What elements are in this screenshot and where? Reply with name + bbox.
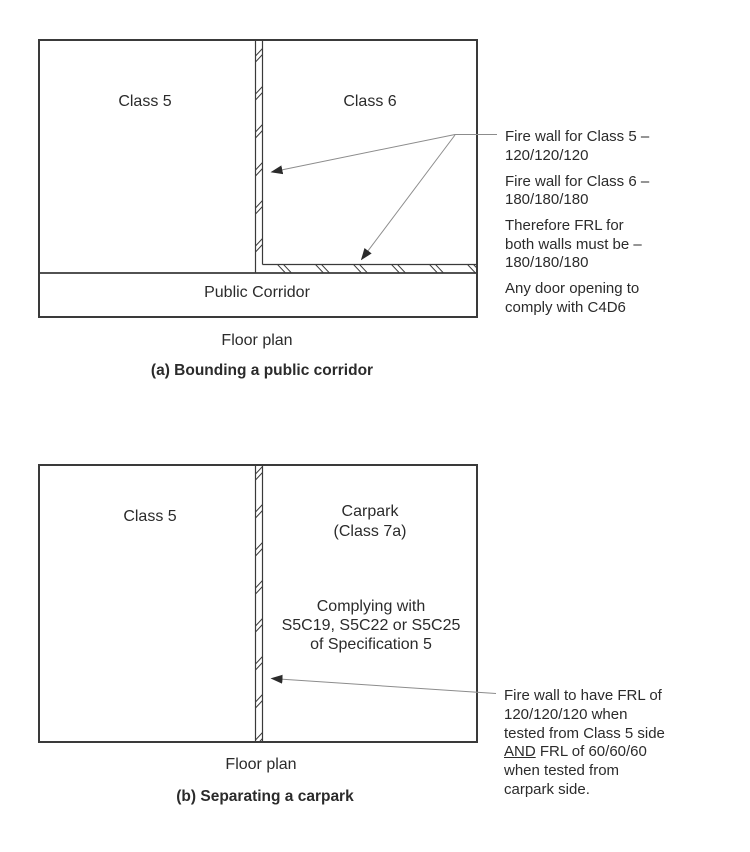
note-frl-class5: [505, 128, 685, 165]
note-door-opening: [505, 280, 685, 317]
leader-line-vertical-wall: [272, 135, 498, 173]
figure-a-caption: (a) Bounding a public corridor: [150, 362, 374, 379]
underlined-and: AND: [504, 743, 536, 761]
figure-b-annotation: [504, 687, 694, 800]
note-line: 180/180/180: [505, 191, 589, 208]
carpark-label-line: (Class 7a): [333, 522, 407, 540]
fire-wall-vertical-hatch: [256, 41, 263, 273]
room-label-class6: Class 6: [343, 93, 397, 110]
note-line-with-underline: [504, 743, 694, 762]
compliance-note-line: of Specification 5: [310, 636, 432, 653]
note-line: 120/120/120: [505, 146, 589, 164]
corridor-label: Public Corridor: [204, 284, 310, 301]
room-label-carpark: [295, 502, 445, 541]
note-line: comply with C4D6: [505, 298, 626, 316]
note-line: both walls must be –: [505, 235, 642, 253]
figure-a-plan: [39, 40, 497, 317]
note-line: Any door opening to: [505, 280, 640, 297]
note-line: when tested from: [504, 762, 620, 779]
room-label-class5-a: Class 5: [118, 93, 172, 110]
note-frl-both-walls: [505, 217, 685, 273]
plan-label-b: Floor plan: [225, 756, 297, 773]
fire-wall-vertical-hatch-b: [256, 466, 263, 741]
note-line: Fire wall for Class 5 –: [505, 128, 650, 145]
note-line: Fire wall to have FRL of: [504, 687, 662, 704]
note-line-rest: FRL of 60/60/60: [535, 743, 647, 761]
compliance-note-line: S5C19, S5C22 or S5C25: [281, 617, 461, 634]
compliance-note: [271, 597, 471, 654]
leader-line-fire-wall-b: [272, 679, 497, 694]
leader-line-horizontal-wall: [362, 135, 456, 260]
carpark-label-line: Carpark: [341, 503, 399, 520]
note-line: 120/120/120 when: [504, 705, 628, 723]
note-frl-class6: [505, 173, 685, 210]
figure-a-annotations: [505, 128, 685, 325]
figure-b-caption: (b) Separating a carpark: [176, 788, 354, 805]
compliance-note-line: Complying with: [316, 598, 426, 615]
note-line: Fire wall for Class 6 –: [505, 172, 650, 190]
note-line: Therefore FRL for: [505, 217, 624, 234]
note-line: 180/180/180: [505, 254, 589, 271]
room-label-class5-b: Class 5: [123, 508, 177, 525]
plan-label-a: Floor plan: [221, 332, 293, 349]
fire-wall-horizontal-hatch: [263, 265, 478, 273]
note-line: tested from Class 5 side: [504, 724, 665, 742]
note-line: carpark side.: [504, 780, 590, 798]
